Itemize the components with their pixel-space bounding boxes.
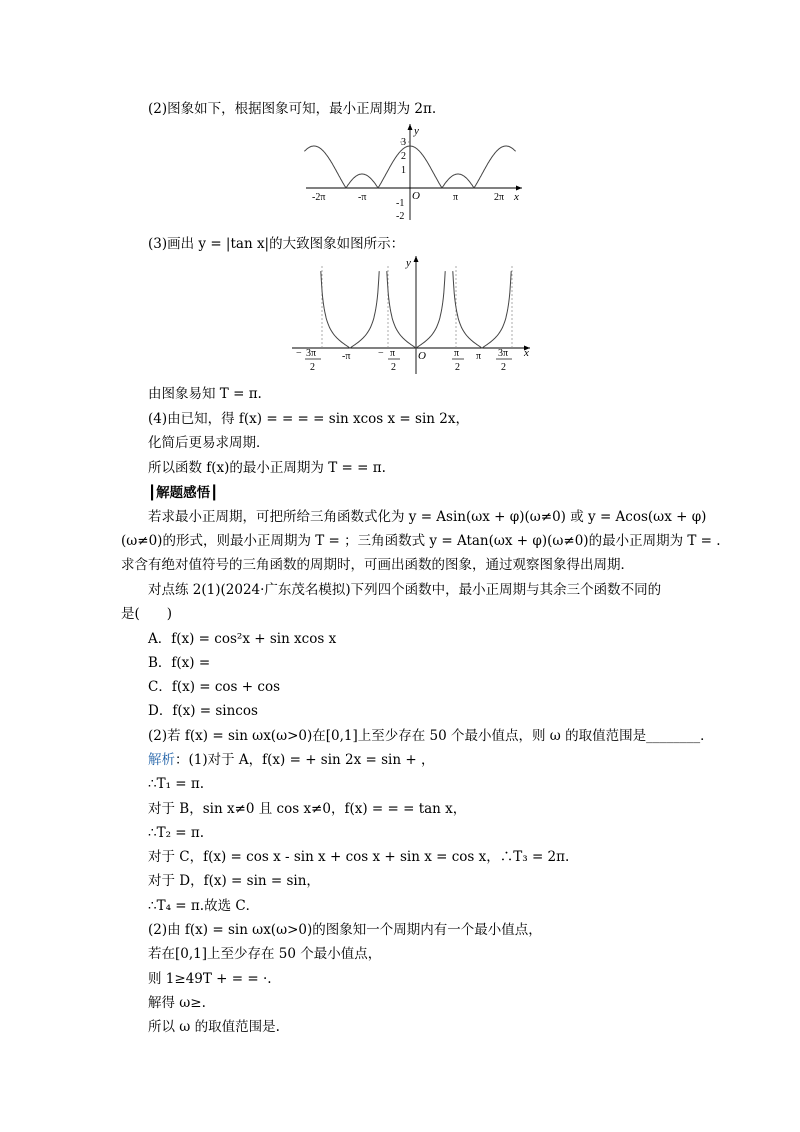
x-tick: 2π — [494, 192, 505, 203]
graph-abs-cos — [300, 120, 530, 225]
y-tick: 3 — [401, 137, 406, 148]
analysis-text: ：(1)对于 A，f(x) = + sin 2x = sin + ， — [175, 752, 435, 768]
text-line: 对于 B，sin x≠0 且 cos x≠0，f(x) = = = tan x， — [148, 801, 467, 817]
text-line: (2)由 f(x) = sin ωx(ω>0)的图象知一个周期内有一个最小值点， — [148, 922, 542, 938]
x-tick: π — [476, 351, 482, 362]
x-tick-frac — [452, 348, 464, 373]
text-line: 是( ) — [121, 606, 173, 622]
text-line: 对点练 2(1)(2024·广东茂名模拟)下列四个函数中，最小正周期与其余三个函数不同的 — [148, 582, 662, 598]
x-tick-frac — [378, 348, 400, 373]
analysis-line — [148, 751, 434, 769]
x-tick: -2π — [312, 192, 326, 203]
text-line: 若求最小正周期，可把所给三角函数式化为 y = Asin(ωx + φ)(ω≠0) 或 y = Acos(ωx + φ) — [148, 509, 707, 525]
text-line: 对于 D，f(x) = sin = sin， — [148, 873, 320, 889]
text-line: ∴T₁ = π. — [148, 776, 205, 792]
y-axis-label: y — [414, 125, 419, 137]
svg-text:π: π — [390, 348, 396, 359]
text-line: 则 1≥49T + = = ·. — [148, 971, 272, 987]
text-line: 所以 ω 的取值范围是. — [148, 1019, 280, 1035]
y-tick: 1 — [401, 165, 406, 176]
section-heading: ┃解题感悟┃ — [148, 485, 219, 501]
y-tick: 2 — [401, 151, 406, 162]
text-line: ∴T₄ = π.故选 C． — [148, 898, 260, 914]
y-tick: -1 — [396, 198, 405, 209]
text-line: 化简后更易求周期． — [148, 435, 270, 451]
y-tick: -2 — [396, 211, 405, 222]
origin-label: O — [418, 350, 426, 362]
svg-text:3π: 3π — [498, 348, 509, 359]
text-line: 若在[0,1]上至少存在 50 个最小值点， — [148, 946, 382, 962]
text-line: (2)图象如下，根据图象可知，最小正周期为 2π. — [148, 101, 437, 117]
analysis-label: 解析 — [148, 752, 175, 768]
option-b: B．f(x) = — [148, 655, 211, 671]
text-line: (3)画出 y = |tan x|的大致图象如图所示： — [148, 236, 405, 252]
text-line: (ω≠0)的形式，则最小正周期为 T = ；三角函数式 y = Atan(ωx + φ)(ω≠0)的最小正周期为 T = . — [121, 533, 721, 549]
x-tick: π — [453, 192, 459, 203]
text-line: 解得 ω≥. — [148, 995, 206, 1011]
svg-text:2: 2 — [501, 362, 506, 373]
svg-text:3π: 3π — [306, 348, 317, 359]
svg-text:−: − — [378, 348, 384, 359]
option-a: A．f(x) = cos²x + sin xcos x — [148, 631, 337, 647]
x-tick: -π — [358, 192, 367, 203]
x-axis-label: x — [514, 191, 519, 203]
svg-text:2: 2 — [391, 362, 396, 373]
svg-text:−: − — [296, 348, 302, 359]
text-line: 对于 C，f(x) = cos x - sin x + cos x + sin x = cos x，∴T₃ = 2π. — [148, 849, 570, 865]
origin-label: O — [412, 190, 420, 202]
option-c: C．f(x) = cos + cos — [148, 679, 280, 695]
text-line: (2)若 f(x) = sin ωx(ω>0)在[0,1]上至少存在 50 个最小值点，则 ω 的取值范围是________． — [148, 728, 714, 744]
graph-abs-tan — [288, 252, 538, 376]
text-line: 所以函数 f(x)的最小正周期为 T = = π. — [148, 460, 386, 476]
svg-text:2: 2 — [455, 362, 460, 373]
x-tick-frac — [496, 348, 512, 373]
text-line: ∴T₂ = π. — [148, 825, 205, 841]
text-line: (4)由已知，得 f(x) = = = = sin xcos x = sin 2x， — [148, 411, 469, 427]
y-axis-label: y — [406, 257, 411, 269]
text-line: 求含有绝对值符号的三角函数的周期时，可画出函数的图象，通过观察图象得出周期． — [121, 557, 634, 573]
text-line: 由图象易知 T = π. — [148, 386, 262, 402]
x-axis-label: x — [524, 347, 529, 359]
x-tick: -π — [342, 351, 351, 362]
svg-text:2: 2 — [310, 362, 315, 373]
svg-text:π: π — [454, 348, 460, 359]
x-tick-frac — [296, 348, 321, 373]
option-d: D．f(x) = sincos — [148, 703, 258, 719]
